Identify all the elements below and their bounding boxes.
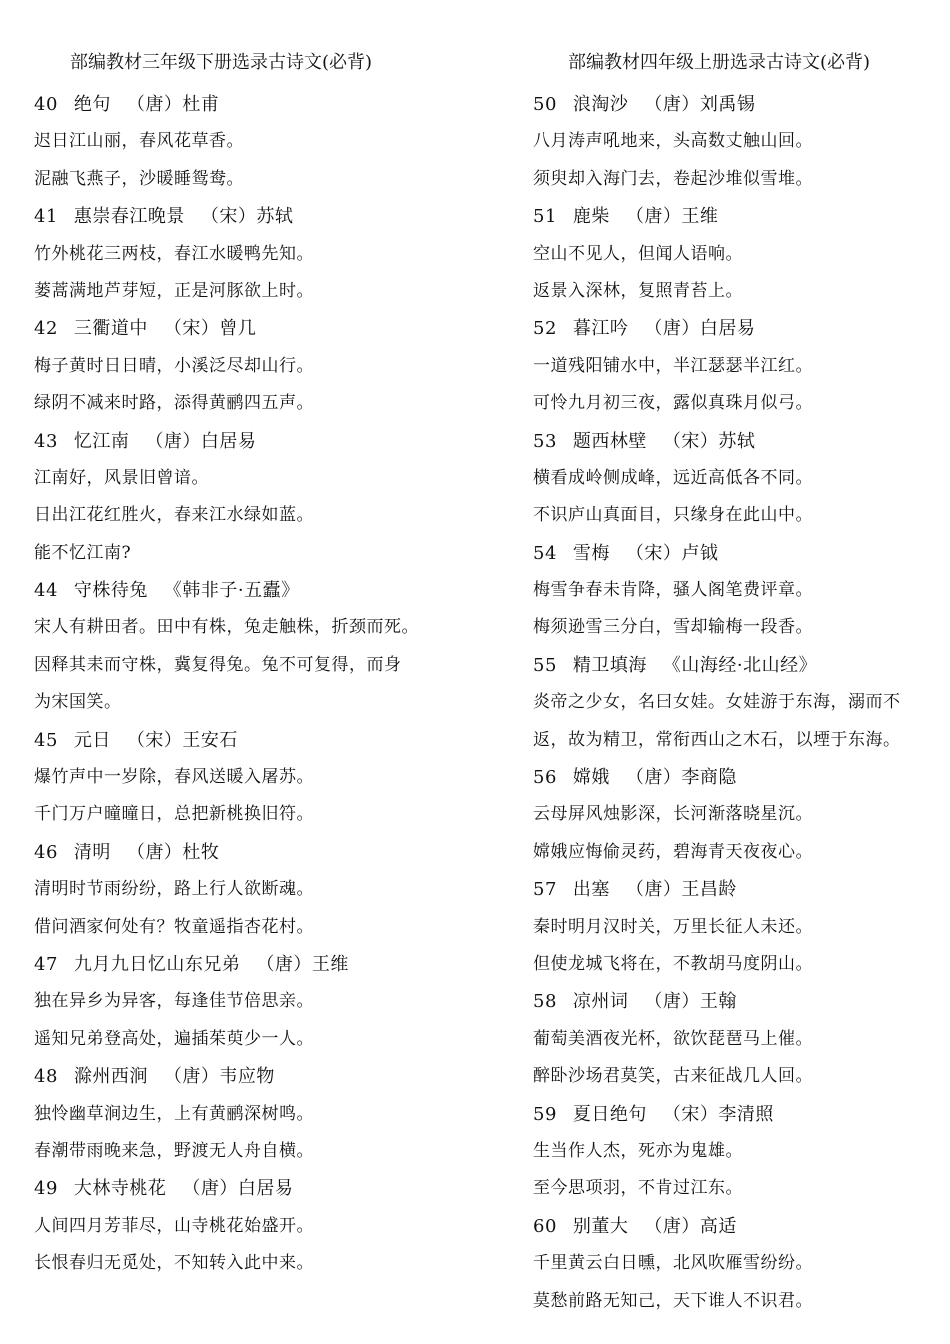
- poem-line: 云母屏风烛影深，长河渐落晓星沉。: [533, 804, 813, 825]
- right-column: [533, 48, 943, 1320]
- poem-number: 53: [533, 430, 557, 452]
- poem-title: 守株待兔: [73, 580, 148, 602]
- poem-entry: [34, 1058, 484, 1170]
- poem-heading: [34, 834, 484, 871]
- poem-title: 清明: [73, 841, 111, 863]
- poem-line: 长恨春归无觅处，不知转入此中来。: [34, 1253, 314, 1274]
- poem-author: （唐）王维: [625, 206, 719, 228]
- poem-entry: [533, 1096, 943, 1208]
- poem-heading: [34, 1058, 484, 1095]
- poem-heading: [533, 310, 943, 347]
- poem-entry: [533, 983, 943, 1095]
- left-column-title: 部编教材三年级下册选录古诗文(必背): [70, 52, 373, 73]
- poem-heading: [34, 310, 484, 347]
- poem-number: 57: [533, 879, 557, 901]
- poem-line: 葡萄美酒夜光杯，欲饮琵琶马上催。: [533, 1028, 813, 1049]
- poem-line: 至今思项羽，不肯过江东。: [533, 1178, 743, 1199]
- poem-line: 蒌蒿满地芦芽短，正是河豚欲上时。: [34, 280, 314, 301]
- poem-heading: [533, 1096, 943, 1133]
- poem-line: 嫦娥应悔偷灵药，碧海青天夜夜心。: [533, 841, 813, 862]
- poem-number: 48: [34, 1066, 58, 1088]
- poem-entry: [533, 310, 943, 422]
- poem-title: 暮江吟: [572, 318, 629, 340]
- poem-entry: [34, 310, 484, 422]
- poem-title: 浪淘沙: [572, 94, 629, 115]
- poem-line: 迟日江山丽，春风花草香。: [34, 131, 244, 152]
- poem-title: 绝句: [73, 94, 111, 115]
- poem-entry: [34, 86, 484, 198]
- poem-heading: [533, 983, 943, 1020]
- poem-title: 大林寺桃花: [73, 1178, 167, 1200]
- poem-line: 能不忆江南?: [34, 542, 132, 563]
- poem-title: 三衢道中: [73, 318, 148, 340]
- poem-line: 为宋国笑。: [34, 692, 122, 713]
- poem-heading: [533, 871, 943, 908]
- poem-title: 别董大: [572, 1215, 629, 1237]
- poem-heading: [533, 647, 943, 684]
- poem-number: 60: [533, 1215, 557, 1237]
- poem-title: 滁州西涧: [73, 1066, 148, 1088]
- poem-title: 精卫填海: [572, 654, 647, 676]
- poem-line: 春潮带雨晚来急，野渡无人舟自横。: [34, 1140, 314, 1161]
- poem-title: 元日: [73, 729, 111, 751]
- poem-author: （宋）苏轼: [200, 206, 294, 228]
- poem-heading: [34, 946, 484, 983]
- poem-line: 炎帝之少女，名曰女娃。女娃游于东海，溺而不: [533, 692, 901, 713]
- poem-title: 题西林壁: [572, 430, 647, 452]
- right-poem-list: [533, 86, 943, 1320]
- poem-line: 醉卧沙场君莫笑，古来征战几人回。: [533, 1066, 813, 1087]
- poem-line: 竹外桃花三两枝，春江水暖鸭先知。: [34, 243, 314, 264]
- poem-number: 45: [34, 729, 58, 751]
- poem-number: 52: [533, 318, 557, 340]
- poem-number: 56: [533, 767, 557, 789]
- poem-author: （宋）曾几: [163, 318, 257, 340]
- poem-line: 生当作人杰，死亦为鬼雄。: [533, 1140, 743, 1161]
- left-column: [34, 48, 484, 1283]
- poem-heading: [533, 86, 943, 123]
- poem-line: 借问酒家何处有？牧童遥指杏花村。: [34, 916, 314, 937]
- left-poem-list: [34, 86, 484, 1283]
- poem-entry: [533, 423, 943, 535]
- poem-heading: [533, 423, 943, 460]
- poem-number: 51: [533, 206, 557, 228]
- poem-number: 50: [533, 94, 557, 115]
- poem-heading: [34, 1170, 484, 1207]
- poem-number: 41: [34, 206, 58, 228]
- poem-line: 独怜幽草涧边生，上有黄鹂深树鸣。: [34, 1103, 314, 1124]
- poem-entry: [533, 759, 943, 871]
- poem-line: 千里黄云白日曛，北风吹雁雪纷纷。: [533, 1253, 813, 1274]
- poem-author: （唐）杜牧: [126, 841, 220, 863]
- poem-line: 江南好，风景旧曾谙。: [34, 467, 209, 488]
- poem-number: 43: [34, 430, 58, 452]
- poem-heading: [34, 86, 484, 123]
- poem-line: 返景入深林，复照青苔上。: [533, 280, 743, 301]
- poem-author: （宋）卢钺: [625, 542, 719, 564]
- poem-title: 出塞: [572, 879, 610, 901]
- poem-author: （唐）王维: [256, 953, 349, 975]
- poem-line: 清明时节雨纷纷，路上行人欲断魂。: [34, 879, 314, 900]
- poem-line: 泥融飞燕子，沙暖睡鸳鸯。: [34, 168, 244, 189]
- poem-entry: [533, 535, 943, 647]
- poem-author: （唐）王昌龄: [625, 879, 737, 901]
- poem-line: 须臾却入海门去，卷起沙堆似雪堆。: [533, 168, 813, 189]
- poem-heading: [533, 1208, 943, 1245]
- poem-entry: [533, 647, 943, 759]
- poem-line: 绿阴不减来时路，添得黄鹂四五声。: [34, 393, 314, 414]
- poem-entry: [34, 722, 484, 834]
- poem-line: 一道残阳铺水中，半江瑟瑟半江红。: [533, 355, 813, 376]
- poem-line: 因释其耒而守株，冀复得兔。兔不可复得，而身: [34, 654, 402, 675]
- poem-number: 42: [34, 318, 58, 340]
- poem-author: 《山海经·北山经》: [662, 654, 818, 676]
- poem-number: 58: [533, 991, 557, 1013]
- poem-entry: [34, 834, 484, 946]
- poem-title: 惠崇春江晚景: [73, 206, 185, 228]
- poem-entry: [533, 86, 943, 198]
- poem-line: 返，故为精卫，常衔西山之木石，以堙于东海。: [533, 729, 901, 750]
- poem-title: 忆江南: [73, 430, 130, 452]
- poem-author: （唐）杜甫: [126, 94, 220, 115]
- poem-line: 不识庐山真面目，只缘身在此山中。: [533, 505, 813, 526]
- poem-heading: [34, 198, 484, 235]
- poem-heading: [533, 759, 943, 796]
- poem-number: 46: [34, 841, 58, 863]
- poem-author: 《韩非子·五蠹》: [163, 580, 300, 602]
- poem-heading: [34, 572, 484, 609]
- poem-line: 可怜九月初三夜，露似真珠月似弓。: [533, 393, 813, 414]
- poem-title: 嫦娥: [572, 767, 610, 789]
- poem-number: 47: [34, 953, 58, 975]
- poem-line: 但使龙城飞将在，不教胡马度阴山。: [533, 953, 813, 974]
- poem-title: 九月九日忆山东兄弟: [73, 953, 241, 975]
- poem-heading: [533, 198, 943, 235]
- poem-heading: [34, 722, 484, 759]
- poem-number: 44: [34, 580, 58, 602]
- poem-author: （唐）白居易: [644, 318, 756, 340]
- poem-line: 爆竹声中一岁除，春风送暖入屠苏。: [34, 767, 314, 788]
- poem-line: 莫愁前路无知己，天下谁人不识君。: [533, 1290, 813, 1311]
- poem-author: （唐）刘禹锡: [644, 94, 756, 115]
- right-column-title: 部编教材四年级上册选录古诗文(必背): [568, 52, 871, 73]
- poem-heading: [533, 535, 943, 572]
- poem-line: 独在异乡为异客，每逢佳节倍思亲。: [34, 991, 314, 1012]
- poem-title: 凉州词: [572, 991, 629, 1013]
- poem-entry: [533, 871, 943, 983]
- poem-title: 雪梅: [572, 542, 610, 564]
- poem-entry: [533, 1208, 943, 1320]
- poem-line: 空山不见人，但闻人语响。: [533, 243, 743, 264]
- poem-line: 日出江花红胜火，春来江水绿如蓝。: [34, 505, 314, 526]
- poem-entry: [34, 198, 484, 310]
- poem-line: 秦时明月汉时关，万里长征人未还。: [533, 916, 813, 937]
- poem-entry: [34, 1170, 484, 1282]
- poem-author: （唐）白居易: [145, 430, 257, 452]
- poem-author: （宋）李清照: [662, 1103, 774, 1125]
- poem-author: （唐）王翰: [644, 991, 737, 1013]
- poem-author: （唐）高适: [644, 1215, 737, 1237]
- poem-number: 49: [34, 1178, 58, 1200]
- poem-number: 55: [533, 654, 557, 676]
- poem-author: （宋）王安石: [126, 729, 238, 751]
- poem-line: 梅须逊雪三分白，雪却输梅一段香。: [533, 617, 813, 638]
- poem-title: 鹿柴: [572, 206, 610, 228]
- poem-line: 梅子黄时日日晴，小溪泛尽却山行。: [34, 355, 314, 376]
- poem-entry: [34, 572, 484, 722]
- poem-heading: [34, 423, 484, 460]
- poem-entry: [533, 198, 943, 310]
- poem-line: 八月涛声吼地来，头高数丈触山回。: [533, 131, 813, 152]
- poem-line: 梅雪争春未肯降，骚人阁笔费评章。: [533, 580, 813, 601]
- poem-entry: [34, 423, 484, 573]
- poem-entry: [34, 946, 484, 1058]
- poem-number: 40: [34, 94, 58, 115]
- poem-line: 宋人有耕田者。田中有株，兔走触株，折颈而死。: [34, 617, 419, 638]
- poem-title: 夏日绝句: [572, 1103, 647, 1125]
- poem-line: 人间四月芳菲尽，山寺桃花始盛开。: [34, 1215, 314, 1236]
- poem-number: 59: [533, 1103, 557, 1125]
- poem-author: （唐）李商隐: [625, 767, 737, 789]
- poem-line: 千门万户曈曈日，总把新桃换旧符。: [34, 804, 314, 825]
- poem-author: （唐）韦应物: [163, 1066, 275, 1088]
- poem-author: （唐）白居易: [182, 1178, 294, 1200]
- poem-line: 遥知兄弟登高处，遍插茱萸少一人。: [34, 1028, 314, 1049]
- poem-number: 54: [533, 542, 557, 564]
- poem-line: 横看成岭侧成峰，远近高低各不同。: [533, 467, 813, 488]
- poem-author: （宋）苏轼: [662, 430, 756, 452]
